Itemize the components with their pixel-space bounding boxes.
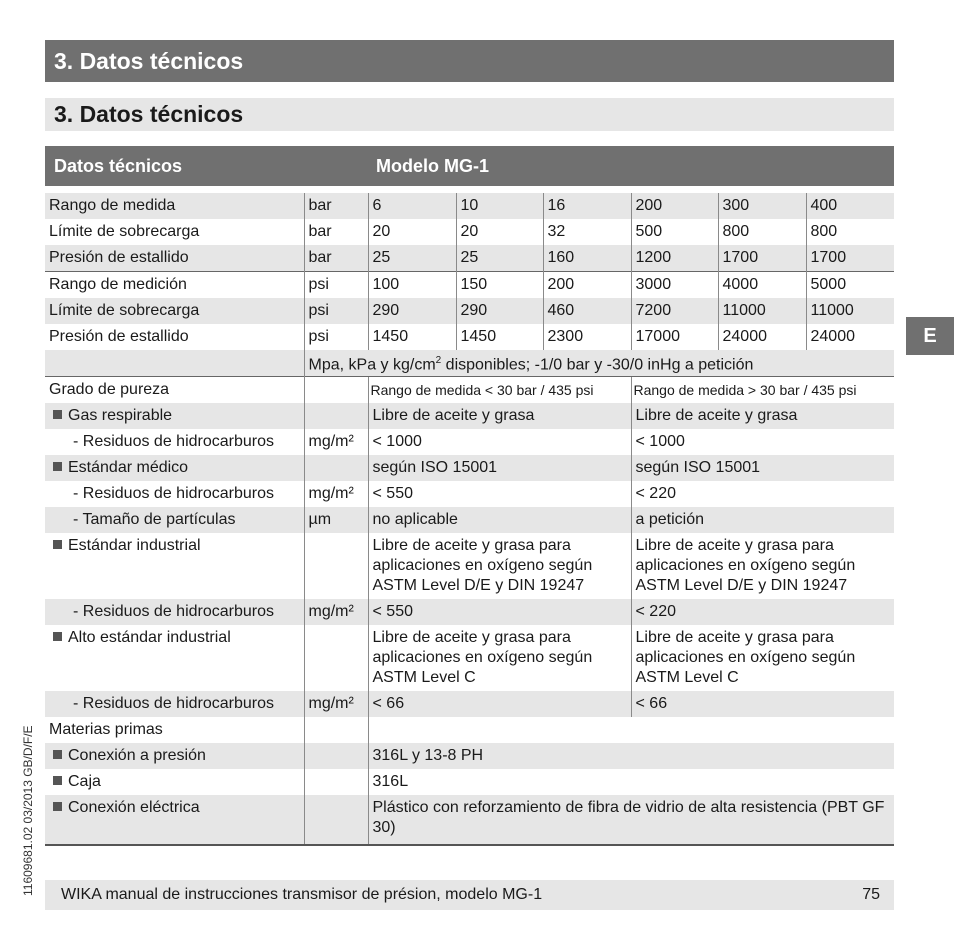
cell: 290: [456, 298, 543, 324]
row-unit: mg/m²: [304, 429, 368, 455]
cell: 2300: [543, 324, 631, 350]
row-unit: mg/m²: [304, 481, 368, 507]
cell: según ISO 15001: [631, 455, 894, 481]
cell: Libre de aceite y grasa para aplicaciones en oxígeno según ASTM Level C: [631, 625, 894, 691]
table-row: [45, 795, 894, 845]
row-label: Conexión a presión: [68, 747, 206, 764]
cell: 17000: [631, 324, 718, 350]
cell: 24000: [718, 324, 806, 350]
row-label: Estándar industrial: [68, 537, 201, 554]
cell: Libre de aceite y grasa para aplicaciones en oxígeno según ASTM Level D/E y DIN 19247: [368, 533, 631, 599]
cell: 150: [456, 272, 543, 299]
cell: < 220: [631, 599, 894, 625]
table-row: [45, 691, 894, 717]
row-unit: psi: [304, 324, 368, 350]
cell: 25: [368, 245, 456, 272]
table-row: [45, 403, 894, 429]
row-label: Presión de estallido: [49, 328, 189, 345]
cell: 160: [543, 245, 631, 272]
cell: según ISO 15001: [368, 455, 631, 481]
table-row: [45, 455, 894, 481]
row-unit: mg/m²: [304, 599, 368, 625]
bullet-icon: [53, 462, 62, 471]
table-header: [45, 146, 894, 186]
page-footer: [45, 880, 894, 910]
cell: 10: [456, 193, 543, 219]
page-number: 75: [862, 886, 880, 903]
cell: 1200: [631, 245, 718, 272]
table-header-left: Datos técnicos: [54, 156, 183, 176]
cell: < 550: [368, 599, 631, 625]
row-label: Límite de sobrecarga: [49, 223, 200, 240]
row-unit: [304, 533, 368, 599]
cell: 7200: [631, 298, 718, 324]
cell: 316L: [368, 769, 894, 795]
cell: 20: [368, 219, 456, 245]
cell: 316L y 13-8 PH: [368, 743, 894, 769]
table-row: [45, 324, 894, 350]
note-row: [45, 350, 894, 377]
row-label: Rango de medida: [45, 193, 304, 219]
table-row: [45, 743, 894, 769]
unit-note: Mpa, kPa y $kg/cm^2$ disponibles; -1/0 bar y -30/0 inHg a petición: [304, 350, 894, 377]
row-label: Conexión eléctrica: [68, 799, 200, 816]
cell: 290: [368, 298, 456, 324]
row-label: Estándar médico: [68, 459, 189, 476]
bullet-icon: [53, 802, 62, 811]
language-tab: E: [906, 317, 954, 355]
table-row: [45, 481, 894, 507]
table-row: [45, 599, 894, 625]
table-row: [45, 717, 894, 743]
cell: 6: [368, 193, 456, 219]
table-row: [45, 298, 894, 324]
cell: 1450: [368, 324, 456, 350]
cell: no aplicable: [368, 507, 631, 533]
cell: < 66: [631, 691, 894, 717]
cell: Libre de aceite y grasa para aplicaciones en oxígeno según ASTM Level C: [368, 625, 631, 691]
table-row: [45, 193, 894, 219]
section-subtitle-band: [45, 98, 894, 131]
cell: 32: [543, 219, 631, 245]
cell: < 220: [631, 481, 894, 507]
cell: < 1000: [368, 429, 631, 455]
cell: < 1000: [631, 429, 894, 455]
row-label: - Tamaño de partículas: [45, 507, 304, 533]
row-label: Límite de sobrecarga: [45, 298, 304, 324]
section-subtitle: 3. Datos técnicos: [54, 101, 244, 127]
cell: Plástico con reforzamiento de fibra de vidrio de alta resistencia (PBT GF 30): [368, 795, 894, 845]
cell: 1450: [456, 324, 543, 350]
row-unit: [304, 403, 368, 429]
section-title: 3. Datos técnicos: [54, 48, 244, 74]
table-header-model: Modelo MG-1: [376, 156, 489, 176]
footer-text: WIKA manual de instrucciones transmisor de présion, modelo MG-1: [61, 886, 543, 903]
cell: 5000: [806, 272, 894, 299]
table-row: [45, 533, 894, 599]
bullet-icon: [53, 540, 62, 549]
row-label: Alto estándar industrial: [68, 629, 231, 646]
row-label: - Residuos de hidrocarburos: [73, 433, 274, 450]
row-label: - Residuos de hidrocarburos: [73, 485, 274, 502]
bullet-icon: [53, 776, 62, 785]
cell: 3000: [631, 272, 718, 299]
cell: 20: [456, 219, 543, 245]
cell: 25: [456, 245, 543, 272]
table-row: [45, 625, 894, 691]
table-row: [45, 272, 894, 299]
cell: 800: [718, 219, 806, 245]
cell: 1700: [718, 245, 806, 272]
cell: Libre de aceite y grasa: [631, 403, 894, 429]
cell: 200: [543, 272, 631, 299]
bullet-icon: [53, 750, 62, 759]
bullet-icon: [53, 410, 62, 419]
cell: 300: [718, 193, 806, 219]
cell: < 66: [368, 691, 631, 717]
row-unit: bar: [304, 193, 368, 219]
row-unit: µm: [304, 507, 368, 533]
row-unit: [304, 455, 368, 481]
row-label: Gas respirable: [68, 407, 173, 424]
spec-table: [45, 193, 894, 846]
row-unit: mg/m²: [304, 691, 368, 717]
row-unit: psi: [304, 272, 368, 299]
cell: 1700: [806, 245, 894, 272]
row-unit: bar: [304, 219, 368, 245]
cell: 200: [631, 193, 718, 219]
cell: 11000: [806, 298, 894, 324]
cell: 400: [806, 193, 894, 219]
row-label: Materias primas: [49, 721, 163, 738]
row-unit: [304, 625, 368, 691]
row-label: - Residuos de hidrocarburos: [45, 691, 304, 717]
cell: 500: [631, 219, 718, 245]
cell: Libre de aceite y grasa: [368, 403, 631, 429]
cell: 24000: [806, 324, 894, 350]
table-row: [45, 245, 894, 272]
row-unit: psi: [304, 298, 368, 324]
cell: 460: [543, 298, 631, 324]
purity-col-a: Rango de medida < 30 bar / 435 psi: [368, 377, 631, 404]
row-unit: bar: [304, 245, 368, 272]
cell: 16: [543, 193, 631, 219]
section-title-band: [45, 40, 894, 82]
cell: 11000: [718, 298, 806, 324]
table-row: [45, 769, 894, 795]
table-row: [45, 219, 894, 245]
row-label: Rango de medición: [45, 272, 304, 299]
cell: 800: [806, 219, 894, 245]
table-row: [45, 507, 894, 533]
bullet-icon: [53, 632, 62, 641]
table-row: [45, 377, 894, 404]
cell: 100: [368, 272, 456, 299]
row-label: Grado de pureza: [45, 377, 304, 404]
row-label: - Residuos de hidrocarburos: [45, 599, 304, 625]
cell: 4000: [718, 272, 806, 299]
table-row: [45, 429, 894, 455]
cell: < 550: [368, 481, 631, 507]
row-label: Presión de estallido: [45, 245, 304, 272]
row-label: Caja: [68, 773, 101, 790]
cell: Libre de aceite y grasa para aplicaciones en oxígeno según ASTM Level D/E y DIN 19247: [631, 533, 894, 599]
purity-col-b: Rango de medida > 30 bar / 435 psi: [631, 377, 894, 404]
document-code: 11609681.02 03/2013 GB/D/F/E: [21, 725, 35, 896]
cell: a petición: [631, 507, 894, 533]
